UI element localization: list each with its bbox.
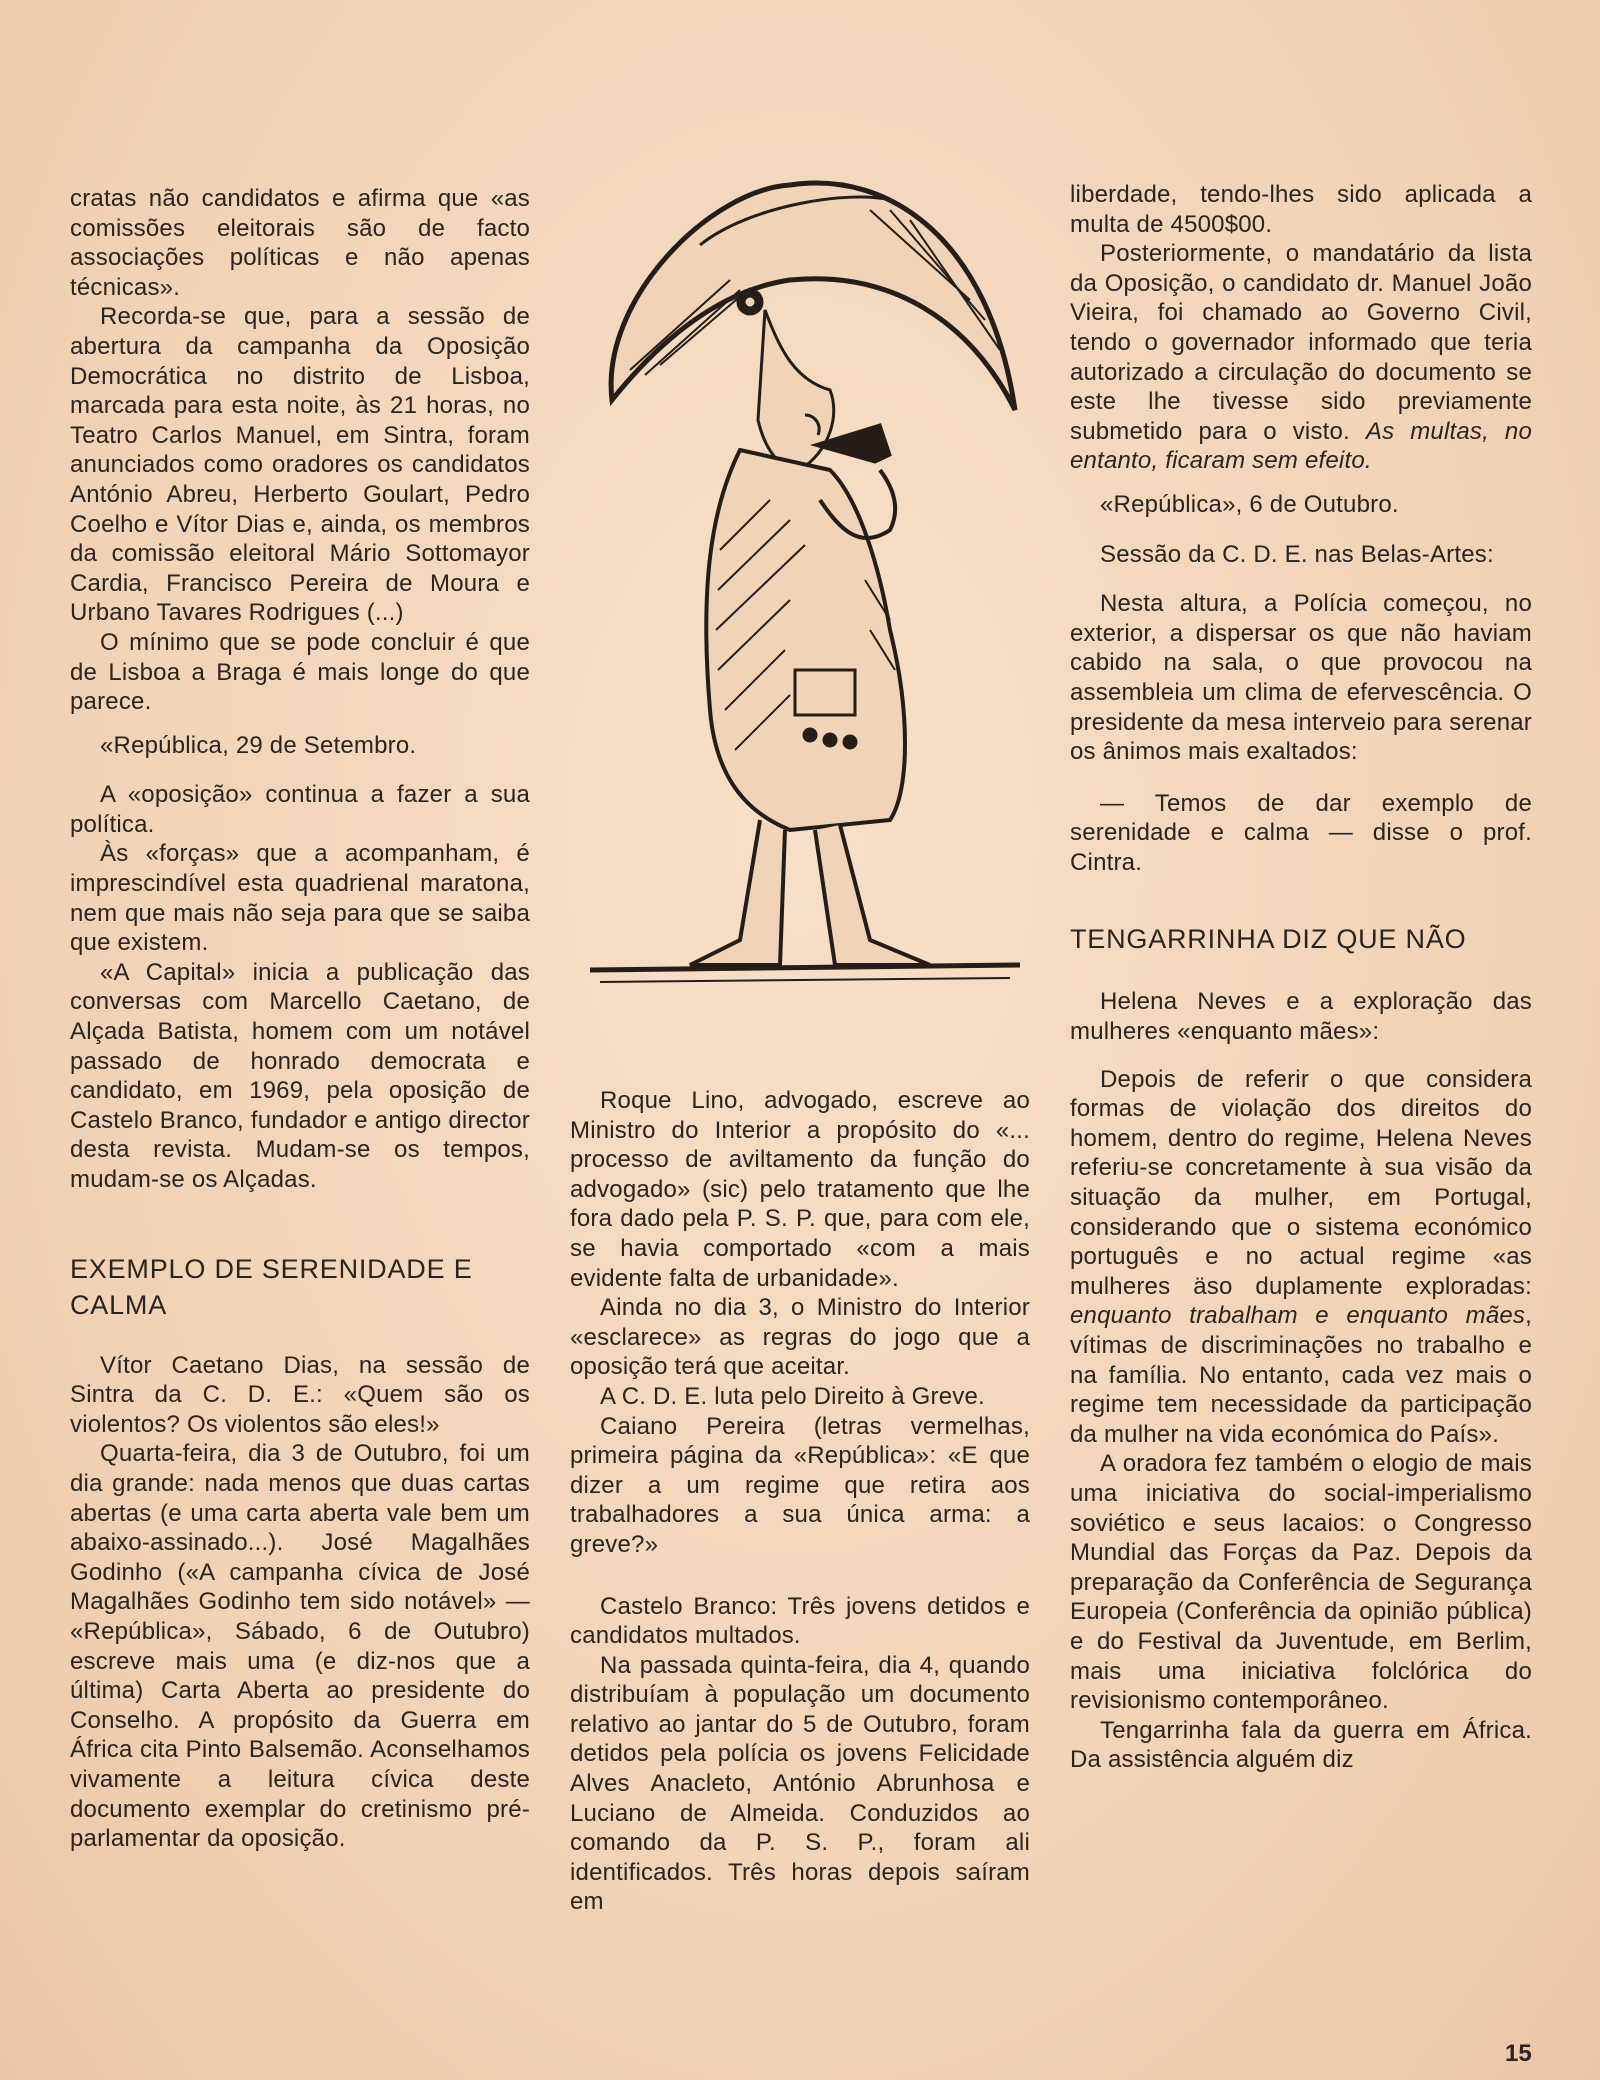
- paragraph: Ainda no dia 3, o Ministro do Interior «esclarece» as regras do jogo que a oposição terá que aceitar.: [570, 1294, 1030, 1381]
- column-2: [570, 1086, 1030, 1917]
- source-citation: «República, 29 de Setembro.: [100, 731, 417, 759]
- paragraph: [1070, 239, 1532, 476]
- paragraph: Caiano Pereira (letras vermelhas, primeira página da «República»: «E que dizer a um regime que retira aos trabalhadores a sua única arma: a greve?»: [570, 1412, 1030, 1558]
- paragraph: A «oposição» continua a fazer a sua política.: [70, 781, 530, 838]
- woodcut-figure-illustration: [590, 150, 1040, 1030]
- paragraph: Na passada quinta-feira, dia 4, quando distribuíam à população um documento relativo ao jantar do 5 de Outubro, foram detidos pela polícia os jovens Felicidade Alves Anacleto, António Abrunhosa e Luciano de Almeida. Conduzidos ao comando da P. S. P., foram ali identificados. Três horas depois saíram em: [570, 1651, 1030, 1916]
- paragraph: Vítor Caetano Dias, na sessão de Sintra da C. D. E.: «Quem são os violentos? Os violentos são eles!»: [70, 1351, 530, 1438]
- paragraph: Às «forças» que a acompanham, é imprescindível esta quadrienal maratona, nem que mais não seja para que se saiba que existem.: [70, 840, 530, 957]
- paragraph: A C. D. E. luta pelo Direito à Greve.: [600, 1382, 985, 1410]
- paragraph: «A Capital» inicia a publicação das conversas com Marcello Caetano, de Alçada Batista, homem com um notável passado de honrado democrata e candidato, em 1969, pela oposição de Castelo Branco, fundador e antigo director desta revista. Mudam-se os tempos, mudam-se os Alçadas.: [70, 958, 530, 1193]
- italic-text: As multas, no entanto, ficaram sem efeito.: [1070, 417, 1532, 475]
- paragraph-text: , vítimas de discriminações no trabalho e na família. No entanto, cada vez mais o regime tem necessidade da participação da mulher na vida económica do País».: [1070, 1302, 1532, 1448]
- paragraph: liberdade, tendo-lhes sido aplicada a multa de 4500$00.: [1070, 181, 1532, 238]
- paragraph: cratas não candidatos e afirma que «as comissões eleitorais são de facto associações políticas e não apenas técnicas».: [70, 185, 530, 301]
- paragraph: — Temos de dar exemplo de serenidade e calma — disse o prof. Cintra.: [1070, 789, 1532, 876]
- section-heading: EXEMPLO DE SERENIDADE E CALMA: [70, 1253, 473, 1320]
- paragraph-text: Depois de referir o que considera formas de violação dos direitos do homem, dentro do regime, Helena Neves referiu-se concretamente à sua visão da situação da mulher, em Portugal, considerando que o sistema económico português e no actual regime «as mulheres äso duplamente exploradas:: [1070, 1065, 1532, 1300]
- column-3: [1070, 180, 1532, 1775]
- column-1: [70, 184, 530, 1854]
- paragraph: Sessão da C. D. E. nas Belas-Artes:: [1100, 540, 1494, 568]
- paragraph: Tengarrinha fala da guerra em África. Da assistência alguém diz: [1070, 1716, 1532, 1774]
- paragraph: Roque Lino, advogado, escreve ao Ministro do Interior a propósito do «... processo de aviltamento da função do advogado» (sic) pelo tratamento que lhe fora dado pela P. S. P. que, para com ele, se havia comportado «com a mais evidente falta de urbanidade».: [570, 1087, 1030, 1292]
- section-heading: TENGARRINHA DIZ QUE NÃO: [1070, 924, 1467, 955]
- paragraph: Recorda-se que, para a sessão de abertura da campanha da Oposição Democrática no distrito de Lisboa, marcada para esta noite, às 21 horas, no Teatro Carlos Manuel, em Sintra, foram anunciados como oradores os candidatos António Abreu, Herberto Goulart, Pedro Coelho e Vítor Dias e, ainda, os membros da comissão eleitoral Mário Sottomayor Cardia, Francisco Pereira de Moura e Urbano Tavares Rodrigues (...): [70, 303, 530, 627]
- paragraph: A oradora fez também o elogio de mais uma iniciativa do social-imperialismo soviético e seus lacaios: o Congresso Mundial das Forças da Paz. Depois da preparação da Conferência de Segurança Europeia (Conferência da opinião pública) e do Festival da Juventude, em Berlim, mais uma iniciativa folclórica do revisionismo contemporâneo.: [1070, 1450, 1532, 1715]
- page-number: 15: [1505, 2040, 1532, 2067]
- paragraph: Nesta altura, a Polícia começou, no exterior, a dispersar os que não haviam cabido na sala, o que provocou na assembleia um clima de efervescência. O presidente da mesa interveio para serenar os ânimos mais exaltados:: [1070, 590, 1532, 766]
- paragraph: Quarta-feira, dia 3 de Outubro, foi um dia grande: nada menos que duas cartas abertas (e uma carta aberta vale bem um abaixo-assinado...). José Magalhães Godinho («A campanha cívica de José Magalhães Godinho tem sido notável» — «República», Sábado, 6 de Outubro) escreve mais uma (e diz-nos que a última) Carta Aberta ao presidente do Conselho. A propósito da Guerra em África cita Pinto Balsemão. Aconselhamos vivamente a leitura cívica deste documento exemplar do cretinismo pré-parlamentar da oposição.: [70, 1440, 530, 1853]
- source-citation: «República», 6 de Outubro.: [1100, 490, 1399, 518]
- paragraph: [1070, 1065, 1532, 1450]
- paragraph: Castelo Branco: Três jovens detidos e candidatos multados.: [570, 1592, 1030, 1650]
- paragraph: Helena Neves e a exploração das mulheres «enquanto mães»:: [1070, 988, 1532, 1046]
- italic-text: enquanto trabalham e enquanto mães: [1070, 1302, 1526, 1330]
- paragraph: O mínimo que se pode concluir é que de Lisboa a Braga é mais longe do que parece.: [70, 628, 530, 716]
- paragraph-text: Posteriormente, o mandatário da lista da Oposição, o candidato dr. Manuel João Vieira, foi chamado ao Governo Civil, tendo o governador informado que teria autorizado a circulação do documento se este lhe tivesse sido previamente submetido para o visto.: [1070, 240, 1532, 445]
